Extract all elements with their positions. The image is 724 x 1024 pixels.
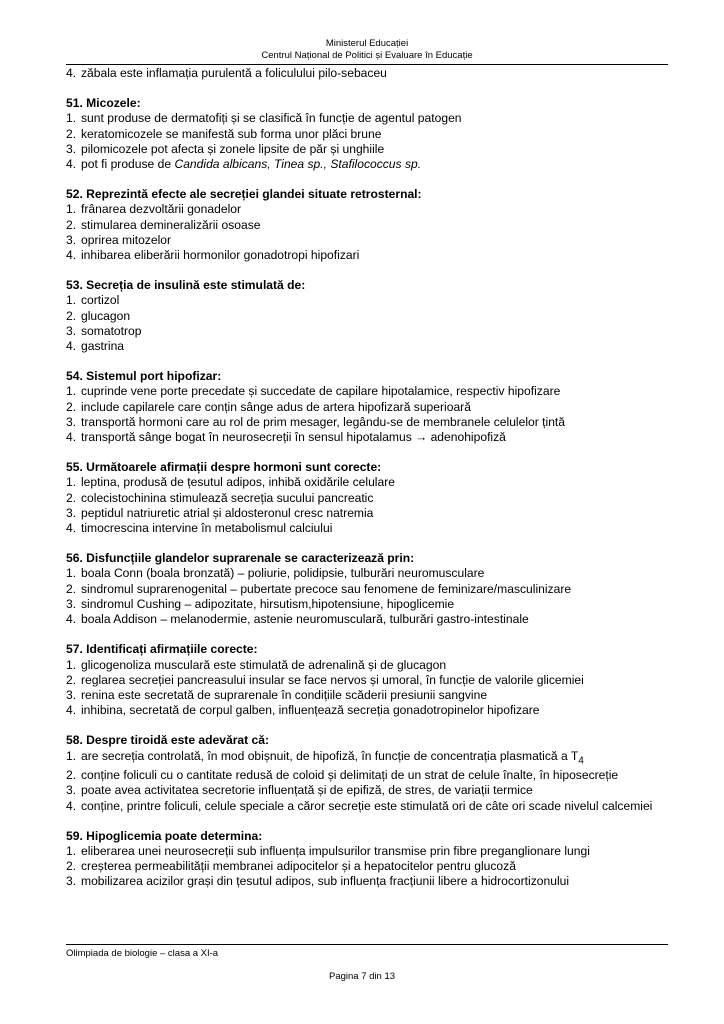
option-text (81, 673, 668, 688)
answer-option (66, 874, 668, 889)
answer-option (66, 783, 668, 798)
question-list (66, 96, 668, 889)
option-number: 3. (66, 596, 77, 611)
question-title: 53. Secreția de insulină este stimulată de: (66, 278, 306, 293)
answer-option (66, 749, 668, 769)
question-title: 52. Reprezintă efecte ale secreției glandei situate retrosternal: (66, 187, 422, 202)
answer-option (66, 111, 668, 126)
option-text-main: creșterea permeabilității membranei adipocitelor și a hepatocitelor pentru glucoză (81, 859, 516, 874)
option-number: 2. (66, 581, 77, 596)
option-number: 1. (66, 202, 77, 217)
option-number: 4. (66, 612, 77, 627)
answer-option (66, 688, 668, 703)
question-title: 55. Următoarele afirmații despre hormoni sunt corecte: (66, 460, 382, 475)
option-number: 1. (66, 111, 77, 126)
option-text-main: gastrina (81, 339, 125, 354)
question-block (66, 460, 668, 536)
answer-option (66, 658, 668, 673)
option-number: 2. (66, 399, 77, 414)
question-block (66, 369, 668, 445)
answer-list (66, 844, 668, 890)
answer-option (66, 202, 668, 217)
option-text (81, 384, 668, 399)
answer-list (66, 293, 668, 354)
option-number: 2. (66, 490, 77, 505)
option-text (81, 415, 668, 430)
option-text (81, 658, 668, 673)
option-text (81, 844, 668, 859)
option-number: 1. (66, 293, 77, 308)
option-text-main: boala Addison – melanodermie, astenie neuromusculară, tulburări gastro-intestinale (81, 612, 529, 627)
answer-option (66, 415, 668, 430)
option-text-main: inhibarea eliberării hormonilor gonadotropi hipofizari (81, 248, 360, 263)
answer-option (66, 400, 668, 415)
option-text (81, 339, 668, 354)
page-number: Pagina 7 din 13 (328, 971, 396, 982)
answer-list (66, 566, 668, 627)
option-text (81, 400, 668, 415)
option-text-main: transportă hormoni care au rol de prim mesager, legându-se de membranele celulelor țintă (81, 414, 566, 429)
answer-list (66, 202, 668, 263)
option-text (81, 612, 668, 627)
option-text (81, 430, 668, 445)
option-number: 1. (66, 657, 77, 672)
option-text-main: conține foliculi cu o cantitate redusă de coloid și delimitați de un strat de celule înalte, în hiposecreție (81, 768, 619, 783)
question-block (66, 829, 668, 890)
intro-item (66, 66, 668, 81)
answer-option (66, 582, 668, 597)
option-number: 3. (66, 232, 77, 247)
answer-option (66, 703, 668, 718)
answer-list (66, 111, 668, 172)
option-number: 4. (66, 157, 77, 172)
answer-option (66, 521, 668, 536)
page-content (66, 66, 668, 890)
option-text-main: colecistochinina stimulează secreția sucului pancreatic (81, 490, 374, 505)
option-text (81, 111, 668, 126)
answer-list (66, 384, 668, 445)
option-text-main: keratomicozele se manifestă sub forma unor plăci brune (81, 126, 382, 141)
option-text-main: stimularea demineralizării osoase (81, 217, 261, 232)
option-text-main: are secreția controlată, în mod obișnuit, de hipofiză, în funcție de concentrația plasmatică a T (81, 748, 579, 763)
option-text-main: reglarea secreției pancreasului insular se face nervos și umoral, în funcție de valorile glicemiei (81, 672, 584, 687)
option-number: 3. (66, 874, 77, 889)
answer-option (66, 859, 668, 874)
option-number: 3. (66, 783, 77, 798)
option-number: 4. (66, 703, 77, 718)
question-block (66, 96, 668, 172)
option-text (81, 874, 668, 889)
option-number: 2. (66, 859, 77, 874)
answer-option (66, 491, 668, 506)
question-title: 59. Hipoglicemia poate determina: (66, 828, 263, 843)
answer-option (66, 218, 668, 233)
question-block (66, 187, 668, 263)
option-text (81, 859, 668, 874)
option-number: 1. (66, 843, 77, 858)
option-text (81, 157, 668, 172)
option-text-main: boala Conn (boala bronzată) – poliurie, polidipsie, tulburări neuromusculare (81, 566, 485, 581)
option-text-main: pilomicozele pot afecta și zonele lipsite de păr și unghiile (81, 141, 385, 156)
footer-divider (66, 944, 668, 945)
answer-option (66, 309, 668, 324)
question-title: 58. Despre tiroidă este adevărat că: (66, 733, 270, 748)
option-text (81, 309, 668, 324)
option-text-main: eliberarea unei neurosecreții sub influența impulsurilor transmise prin fibre preganglionare lungi (81, 843, 590, 858)
question-title: 56. Disfuncțiile glandelor suprarenale se caracterizează prin: (66, 551, 415, 566)
answer-option (66, 673, 668, 688)
answer-option (66, 430, 668, 445)
option-number: 2. (66, 672, 77, 687)
option-text (81, 597, 668, 612)
answer-option (66, 612, 668, 627)
option-text (81, 582, 668, 597)
footer-olympiad: Olimpiada de biologie – clasa a XI-a (66, 948, 219, 959)
answer-option (66, 768, 668, 783)
option-text-main: renina este secretată de suprarenale în condițiile scăderii presiunii sangvine (81, 687, 488, 702)
option-number: 2. (66, 308, 77, 323)
answer-option (66, 127, 668, 142)
option-text (81, 506, 668, 521)
option-text (81, 521, 668, 536)
answer-option (66, 506, 668, 521)
answer-option (66, 799, 668, 814)
question-title: 54. Sistemul port hipofizar: (66, 369, 222, 384)
option-text-main: cuprinde vene porte precedate și succedate de capilare hipotalamice, respectiv hipofizare (81, 384, 561, 399)
option-number: 2. (66, 217, 77, 232)
answer-option (66, 475, 668, 490)
option-text-main: glicogenoliza musculară este stimulată de adrenalină și de glucagon (81, 657, 447, 672)
option-text-main: transportă sânge bogat în neurosecreții în sensul hipotalamus → adenohipofiză (81, 430, 506, 445)
option-text-main: pot fi produse de (81, 157, 175, 172)
option-number: 4. (66, 248, 77, 263)
option-number: 3. (66, 687, 77, 702)
option-number: 2. (66, 126, 77, 141)
option-text (81, 233, 668, 248)
header-ministry: Ministerul Educației (325, 38, 409, 49)
option-number: 4. (66, 430, 77, 445)
option-number: 2. (66, 768, 77, 783)
option-text-main: mobilizarea acizilor grași din țesutul adipos, sub influența fracțiunii libere a hidrocortizonului (81, 874, 570, 889)
answer-option (66, 339, 668, 354)
question-block (66, 278, 668, 354)
option-text-main: sindromul Cushing – adipozitate, hirsutism,hipotensiune, hipoglicemie (81, 596, 455, 611)
option-number: 3. (66, 505, 77, 520)
option-text (81, 703, 668, 718)
option-number: 1. (66, 566, 77, 581)
option-text (81, 293, 668, 308)
option-text-main: leptina, produsă de țesutul adipos, inhibă oxidările celulare (81, 475, 395, 490)
answer-option (66, 293, 668, 308)
question-title: 57. Identificați afirmațiile corecte: (66, 642, 258, 657)
option-text (81, 324, 668, 339)
answer-option (66, 157, 668, 172)
page-header (66, 38, 668, 62)
option-text-main: oprirea mitozelor (81, 232, 172, 247)
option-number: 3. (66, 323, 77, 338)
question-block (66, 642, 668, 718)
item-text: zăbala este inflamația purulentă a foliculului pilo-sebaceu (81, 66, 387, 80)
option-number: 3. (66, 414, 77, 429)
option-number: 4. (66, 798, 77, 813)
option-text (81, 768, 668, 783)
answer-option (66, 142, 668, 157)
answer-list (66, 749, 668, 814)
option-text (81, 783, 668, 798)
header-center: Centrul Național de Politici și Evaluare în Educație (261, 50, 473, 61)
answer-option (66, 324, 668, 339)
option-text (81, 127, 668, 142)
option-number: 3. (66, 141, 77, 156)
answer-option (66, 384, 668, 399)
answer-option (66, 844, 668, 859)
option-text (81, 491, 668, 506)
option-text (81, 799, 668, 814)
option-text-main: somatotrop (81, 323, 142, 338)
option-text-main: frânarea dezvoltării gonadelor (81, 202, 242, 217)
answer-option (66, 233, 668, 248)
option-text (81, 142, 668, 157)
option-text (81, 688, 668, 703)
answer-option (66, 566, 668, 581)
option-text (81, 475, 668, 490)
option-text-main: glucagon (81, 308, 131, 323)
question-block (66, 551, 668, 627)
option-text (81, 202, 668, 217)
option-text-main: sunt produse de dermatofiți și se clasifică în funcție de agentul patogen (81, 111, 462, 126)
option-text-italic: Candida albicans, Tinea sp., Stafilococcus sp. (174, 157, 422, 172)
option-number: 1. (66, 475, 77, 490)
option-text-main: include capilarele care conțin sânge adus de artera hipofizară superioară (81, 399, 471, 414)
option-text-main: timocrescina intervine în metabolismul calciului (81, 521, 333, 536)
answer-option (66, 248, 668, 263)
header-divider (66, 64, 668, 65)
question-title: 51. Micozele: (66, 96, 141, 111)
option-text (81, 566, 668, 581)
option-number: 1. (66, 748, 77, 763)
option-number: 4. (66, 521, 77, 536)
item-number: 4. (66, 66, 77, 80)
answer-option (66, 597, 668, 612)
answer-list (66, 475, 668, 536)
option-text-main: conține, printre foliculi, celule speciale a căror secreție este stimulată ori de câte ori scade nivelul calcemiei (81, 798, 653, 813)
option-subscript: 4 (578, 754, 584, 766)
option-text-main: inhibina, secretată de corpul galben, influențează secreția gonadotropinelor hipofizare (81, 703, 540, 718)
option-text (81, 749, 668, 769)
question-block (66, 733, 668, 813)
option-text-main: peptidul natriuretic atrial și aldosteronul cresc natremia (81, 505, 374, 520)
option-text (81, 218, 668, 233)
option-text (81, 248, 668, 263)
option-text-main: sindromul suprarenogenital – pubertate precoce sau fenomene de feminizare/masculinizare (81, 581, 572, 596)
option-number: 4. (66, 339, 77, 354)
option-text-main: cortizol (81, 293, 120, 308)
option-text-main: poate avea activitatea secretorie influențată și de epifiză, de stres, de variații termice (81, 783, 533, 798)
option-number: 1. (66, 384, 77, 399)
answer-list (66, 658, 668, 719)
